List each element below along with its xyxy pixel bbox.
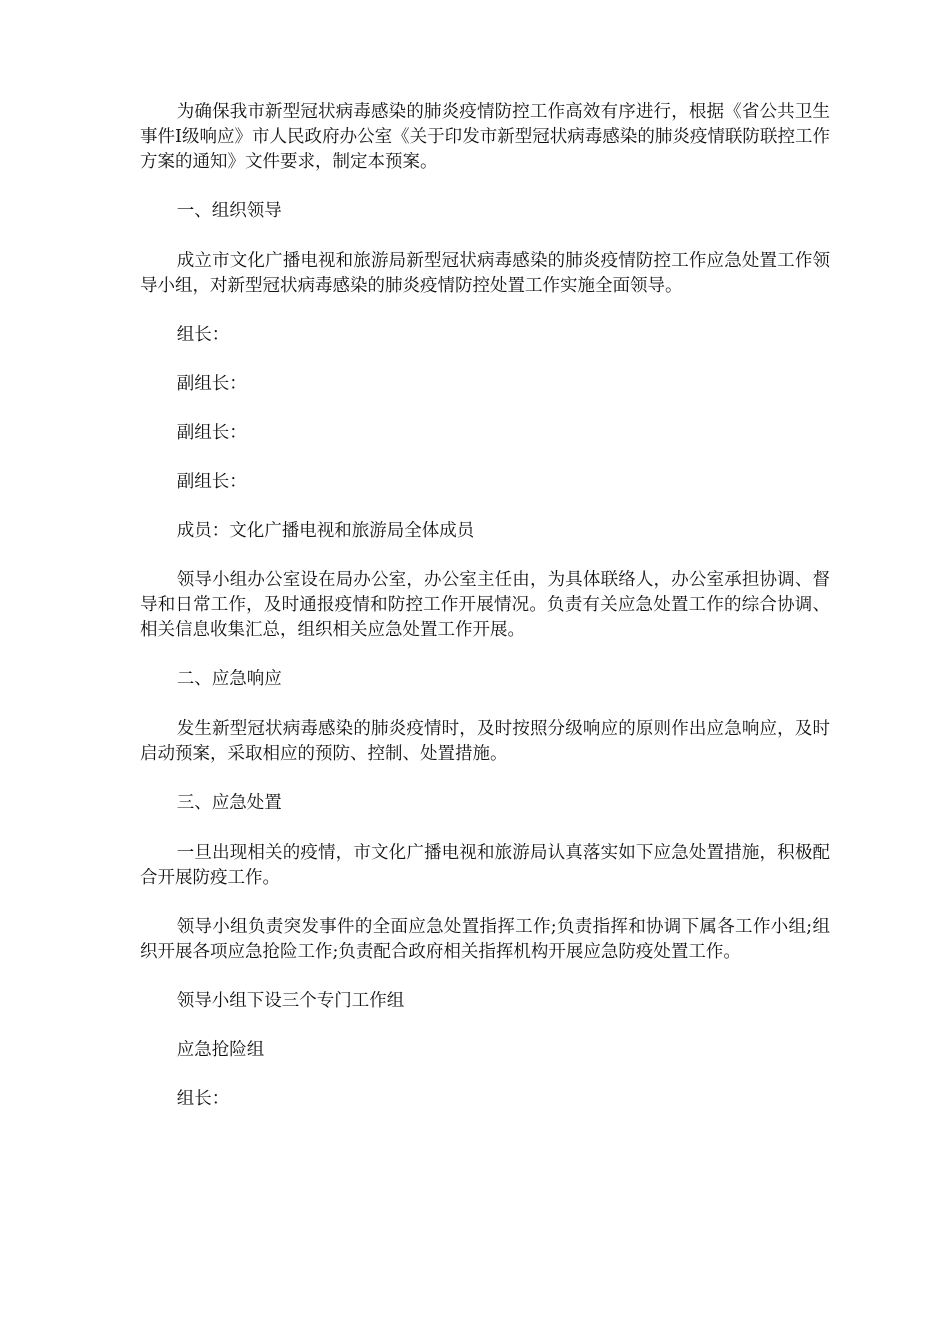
paragraph-members: 成员：文化广播电视和旅游局全体成员 xyxy=(176,521,475,541)
section-heading-organization: 一、组织领导 xyxy=(176,201,282,221)
paragraph-office: 领导小组办公室设在局办公室，办公室主任由，为具体联络人，办公室承担协调、督导和日常工作，及时通报疫情和防控工作开展情况。负责有关应急处置工作的综合协调、相关信息收集汇总，组织相关应急处置工作开展。 xyxy=(140,570,830,640)
paragraph-deputy-leader-1: 副组长： xyxy=(176,374,247,394)
section-heading-emergency-handling: 三、应急处置 xyxy=(176,793,282,813)
paragraph-handling: 一旦出现相关的疫情，市文化广播电视和旅游局认真落实如下应急处置措施，积极配合开展防疫工作。 xyxy=(140,843,830,888)
paragraph-deputy-leader-3: 副组长： xyxy=(176,472,247,492)
paragraph-leader: 组长： xyxy=(176,325,230,345)
paragraph-intro: 为确保我市新型冠状病毒感染的肺炎疫情防控工作高效有序进行，根据《省公共卫生事件Ⅰ级响应》市人民政府办公室《关于印发市新型冠状病毒感染的肺炎疫情联防联控工作方案的通知》文件要求，制定本预案。 xyxy=(140,102,830,172)
paragraph-command: 领导小组负责突发事件的全面应急处置指挥工作;负责指挥和协调下属各工作小组;组织开展各项应急抢险工作;负责配合政府相关指挥机构开展应急防疫处置工作。 xyxy=(140,917,830,962)
paragraph-response: 发生新型冠状病毒感染的肺炎疫情时，及时按照分级响应的原则作出应急响应，及时启动预案，采取相应的预防、控制、处置措施。 xyxy=(140,719,830,764)
document-body xyxy=(140,100,830,1136)
paragraph-rescue-group: 应急抢险组 xyxy=(176,1040,265,1060)
section-heading-emergency-response: 二、应急响应 xyxy=(176,669,282,689)
paragraph-working-groups: 领导小组下设三个专门工作组 xyxy=(176,991,405,1011)
paragraph-leading-group: 成立市文化广播电视和旅游局新型冠状病毒感染的肺炎疫情防控工作应急处置工作领导小组，对新型冠状病毒感染的肺炎疫情防控处置工作实施全面领导。 xyxy=(140,251,830,296)
paragraph-rescue-leader: 组长： xyxy=(176,1089,230,1109)
paragraph-deputy-leader-2: 副组长： xyxy=(176,423,247,443)
